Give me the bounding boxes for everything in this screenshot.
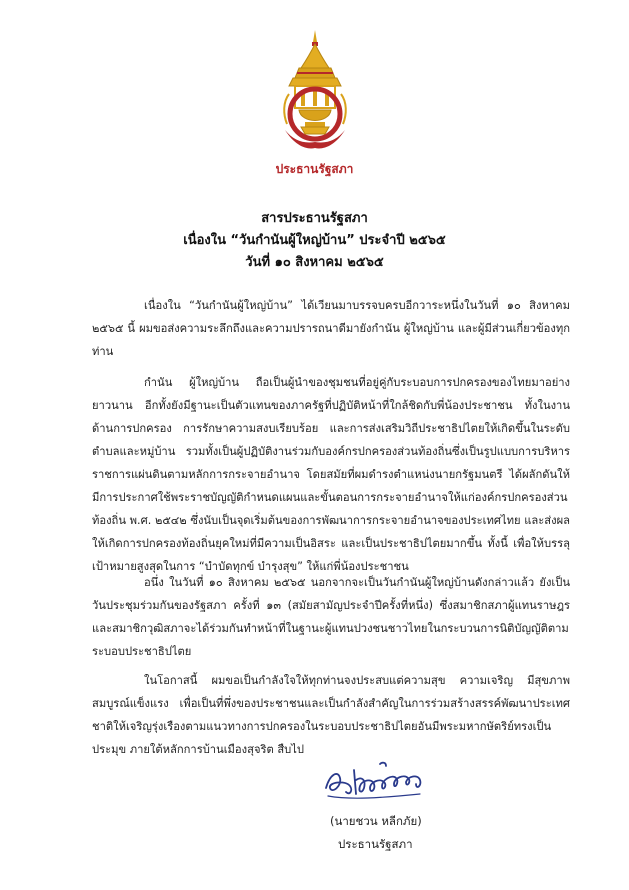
body-paragraph: กำนัน ผู้ใหญ่บ้าน ถือเป็นผู้นำของชุมชนที่อยู่คู่กับระบอบการปกครองของไทยมาอย่างยาวนาน อีกทั้งยังมีฐานะเป็นตัวแทนของภาครัฐที่ปฏิบัติหน้าที่ใกล้ชิดกับพี่น้องประชาชน ทั้งในงานด้านการปกครอง การรักษาความสงบเรียบร้อย และการส่งเสริมวิถีประชาธิปไตยให้เกิดขึ้นในระดับตำบลและหมู่บ้าน รวมทั้งเป็นผู้ปฏิบัติงานร่วมกับองค์กรปกครองส่วนท้องถิ่นซึ่งเป็นรูปแบบการบริหารราชการแผ่นดินตามหลักการกระจายอำนาจ โดยสมัยที่ผมดำรงตำแหน่งนายกรัฐมนตรี ได้ผลักดันให้มีการประกาศใช้พระราชบัญญัติกำหนดแผนและขั้นตอนการกระจายอำนาจให้แก่องค์กรปกครองส่วนท้องถิ่น พ.ศ. ๒๕๔๒ ซึ่งนับเป็นจุดเริ่มต้นของการพัฒนาการกระจายอำนาจของประเทศไทย และส่งผลให้เกิดการปกครองท้องถิ่นยุคใหม่ที่มีความเป็นอิสระ และเป็นประชาธิปไตยมากขึ้น ทั้งนี้ เพื่อให้บรรลุเป้าหมายสูงสุดในการ “บำบัดทุกข์ บำรุงสุข” ให้แก่พี่น้องประชาชน [92,376,570,573]
signer-title: ประธานรัฐสภา [338,837,413,851]
letter-heading-date: วันที่ ๑๐ สิงหาคม ๒๕๖๕ [245,255,384,270]
parliament-emblem-icon [275,28,355,158]
body-paragraph: ในโอกาสนี้ ผมขอเป็นกำลังใจให้ทุกท่านจงประสบแต่ความสุข ความเจริญ มีสุขภาพสมบูรณ์แข็งแรง เพื่อเป็นที่พึ่งของประชาชนและเป็นกำลังสำคัญในการร่วมสร้างสรรค์พัฒนาประเทศชาติให้เจริญรุ่งเรืองตามแนวทางการปกครองในระบอบประชาธิปไตยอันมีพระมหากษัตริย์ทรงเป็นประมุข ภายใต้หลักการบ้านเมืองสุจริต สืบไป [92,674,570,756]
body-paragraph: อนึ่ง ในวันที่ ๑๐ สิงหาคม ๒๕๖๕ นอกจากจะเป็นวันกำนันผู้ใหญ่บ้านดังกล่าวแล้ว ยังเป็นวันประชุมร่วมกันของรัฐสภา ครั้งที่ ๑๓ (สมัยสามัญประจำปีครั้งที่หนึ่ง) ซึ่งสมาชิกสภาผู้แทนราษฎรและสมาชิกวุฒิสภาจะได้ร่วมกันทำหน้าที่ในฐานะผู้แทนปวงชนชาวไทยในกระบวนการนิติบัญญัติตามระบอบประชาธิปไตย [92,576,570,658]
issuer-label: ประธานรัฐสภา [275,162,354,176]
signer-name: (นายชวน หลีกภัย) [330,814,422,828]
letter-heading-occasion: เนื่องใน “วันกำนันผู้ใหญ่บ้าน” ประจำปี ๒๕๖๕ [183,233,446,248]
signature-image [320,760,432,804]
body-paragraph: เนื่องใน “วันกำนันผู้ใหญ่บ้าน” ได้เวียนมาบรรจบครบอีกวาระหนึ่งในวันที่ ๑๐ สิงหาคม ๒๕๖๕ นี้ ผมขอส่งความระลึกถึงและความปรารถนาดีมายังกำนัน ผู้ใหญ่บ้าน และผู้มีส่วนเกี่ยวข้องทุกท่าน [92,299,570,358]
letter-heading-title: สารประธานรัฐสภา [261,211,368,226]
